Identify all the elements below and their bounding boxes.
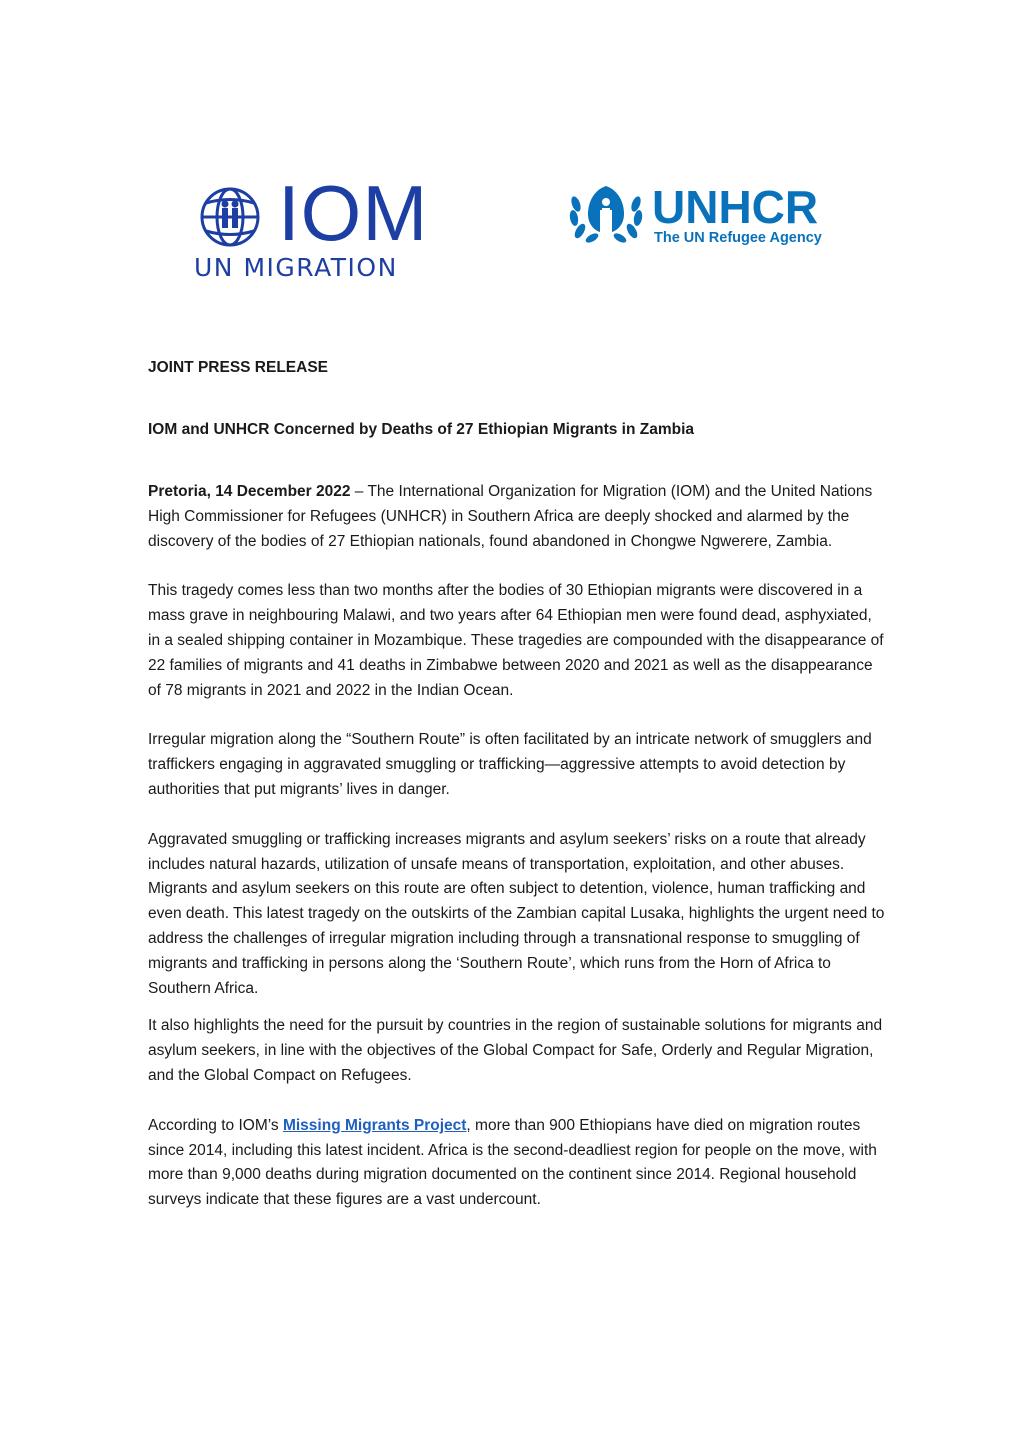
paragraph-1-text: – The International Organization for Migration (IOM) and the United Nations High Commissioner for Refugees (UNHCR) in Southern Africa are deeply shocked and alarmed by the discovery of the bodies of 27 Ethiopian nationals, found abandoned in Chongwe Ngwerere, Zambia.	[148, 483, 873, 550]
unhcr-wordmark: UNHCR	[652, 181, 819, 233]
unhcr-laurel-icon	[566, 180, 646, 244]
iom-globe-icon	[192, 184, 272, 250]
unhcr-tagline: The UN Refugee Agency	[654, 230, 822, 246]
paragraph-6-text: , more than 900 Ethiopians have died on migration routes since 2014, including this latest incident. Africa is the second-deadliest region for people on the move, with more than 9,000 deaths during migration documented on the continent since 2014. Regional household surveys indicate that these figures are a vast undercount.	[148, 1116, 877, 1209]
paragraph-3: Irregular migration along the “Southern Route” is often facilitated by an intricate network of smugglers and traffickers engaging in aggravated smuggling or trafficking—aggressive attempts to avoid detection by authorities that put migrants’ lives in danger.	[148, 731, 872, 798]
paragraph-5: It also highlights the need for the pursuit by countries in the region of sustainable solutions for migrants and asylum seekers, in line with the objectives of the Global Compact for Safe, Orderly and Regular Migration, and the Global Compact on Refugees.	[148, 1017, 883, 1084]
paragraph-1	[148, 480, 888, 554]
iom-logo	[192, 169, 448, 284]
paragraph-6-lead: According to IOM’s	[148, 1116, 283, 1134]
unhcr-logo	[566, 180, 846, 252]
press-release-body	[148, 356, 888, 1213]
iom-wordmark: IOM	[278, 169, 429, 257]
iom-tagline: UN MIGRATION	[194, 253, 398, 282]
document-kicker: JOINT PRESS RELEASE	[148, 359, 329, 376]
dateline: Pretoria, 14 December 2022	[148, 483, 351, 500]
paragraph-2: This tragedy comes less than two months after the bodies of 30 Ethiopian migrants were discovered in a mass grave in neighbouring Malawi, and two years after 64 Ethiopian men were found dead, asphyxiated, in a sealed shipping container in Mozambique. These tragedies are compounded with the disappearance of 22 families of migrants and 41 deaths in Zimbabwe between 2020 and 2021 as well as the disappearance of 78 migrants in 2021 and 2022 in the Indian Ocean.	[148, 582, 884, 699]
page-title: IOM and UNHCR Concerned by Deaths of 27 Ethiopian Migrants in Zambia	[148, 421, 695, 438]
paragraph-4: Aggravated smuggling or trafficking increases migrants and asylum seekers’ risks on a route that already includes natural hazards, utilization of unsafe means of transportation, exploitation, and other abuses. Migrants and asylum seekers on this route are often subject to detention, violence, human trafficking and even death. This latest tragedy on the outskirts of the Zambian capital Lusaka, highlights the urgent need to address the challenges of irregular migration including through a transnational response to smuggling of migrants and trafficking in persons along the ‘Southern Route’, which runs from the Horn of Africa to Southern Africa.	[148, 830, 885, 997]
missing-migrants-link[interactable]: Missing Migrants Project	[282, 1116, 467, 1134]
paragraph-6	[148, 1114, 888, 1213]
